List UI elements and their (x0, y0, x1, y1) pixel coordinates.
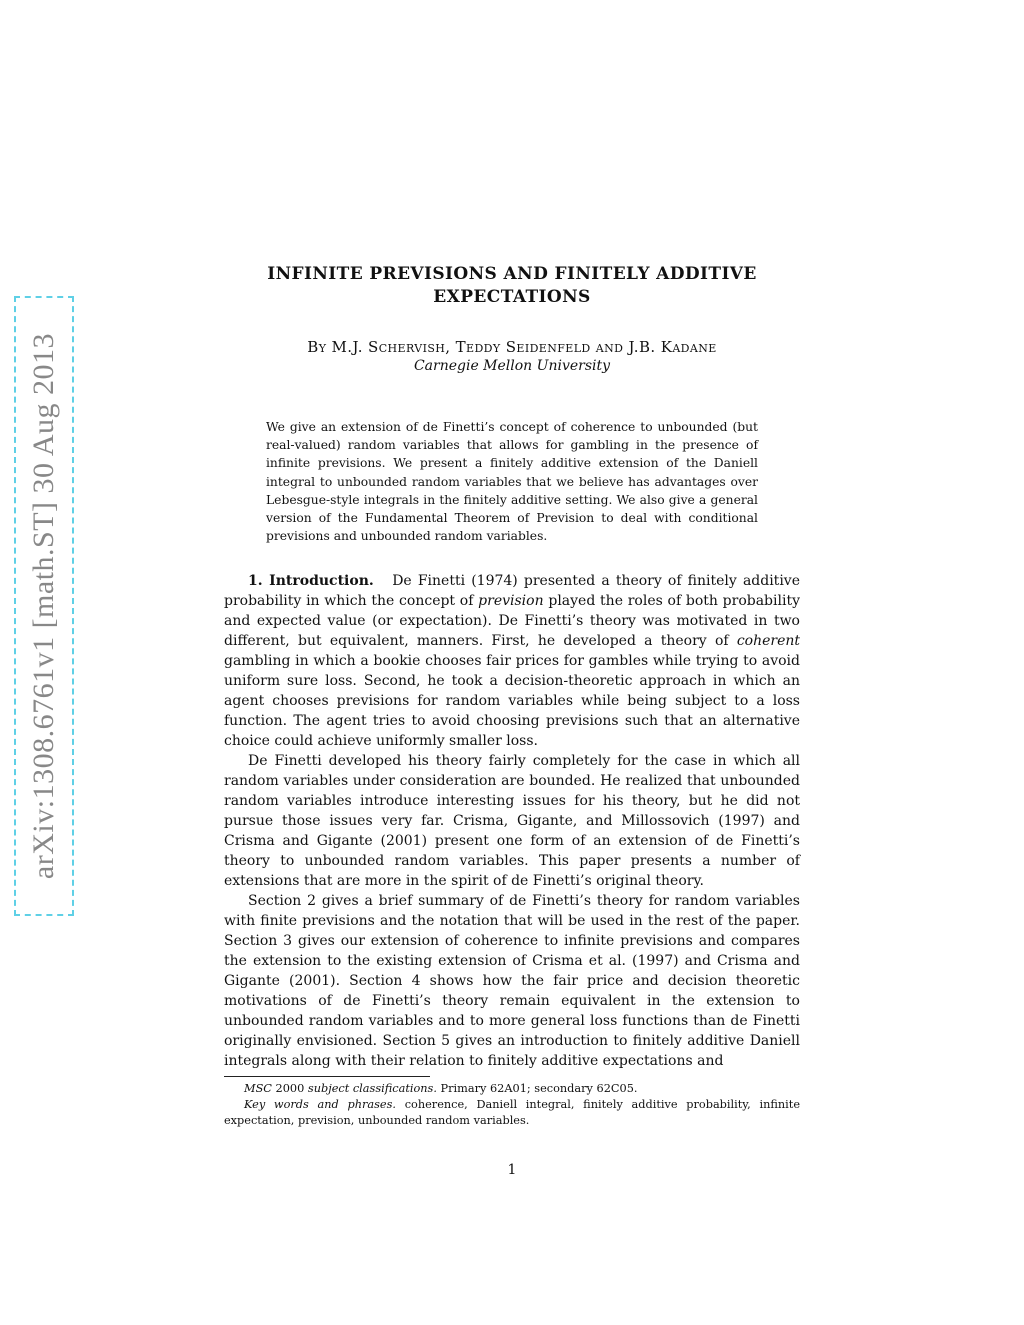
msc-text: Primary 62A01; secondary 62C05. (440, 1082, 638, 1095)
p1-emphasis-prevision: prevision (478, 593, 544, 609)
paper-title (224, 263, 800, 309)
msc-year: 2000 (275, 1082, 305, 1095)
keywords-label: Key words and phrases. (244, 1098, 396, 1111)
footnote-keywords (224, 1097, 800, 1129)
p1-part-c: gambling in which a bookie chooses fair prices for gambles while trying to avoid uniform sure loss. Second, he took a decision-theoretic approach in which an agent chooses previsions for random variables while being subject to a loss function. The agent tries to avoid choosing previsions such that an alternative choice could achieve uniformly smaller loss. (224, 653, 800, 749)
paragraph-3: Section 2 gives a brief summary of de Finetti’s theory for random variables with finite previsions and the notation that will be used in the rest of the paper. Section 3 gives our extension of coherence to infinite previsions and compares the extension to the existing extension of Crisma et al. (1997) and Crisma and Gigante (2001). Section 4 shows how the fair price and decision theoretic motivations of de Finetti’s theory remain equivalent in the extension to unbounded random variables and to more general loss functions than de Finetti originally envisioned. Section 5 gives an introduction to finitely additive Daniell integrals along with their relation to finitely additive expectations and (224, 893, 800, 1069)
authors: By M.J. Schervish, Teddy Seidenfeld and J.B. Kadane (307, 338, 717, 356)
title-line-2: EXPECTATIONS (433, 287, 591, 307)
footnote-msc (224, 1081, 800, 1097)
arxiv-id: arXiv:1308.6761v1 [math.ST] 30 Aug 2013 (27, 332, 60, 880)
arxiv-stamp (14, 296, 74, 916)
msc-label: MSC (244, 1082, 272, 1095)
p1-part-a: De Finetti (1974) presented a theory of finitely additive probability in which the concept of (224, 573, 800, 609)
section-heading: 1. Introduction. (248, 573, 374, 589)
p1-emphasis-coherent: coherent (736, 633, 801, 649)
page-number: 1 (507, 1162, 517, 1178)
abstract: We give an extension of de Finetti’s concept of coherence to unbounded (but real-valued) random variables that allows for gambling in the presence of infinite previsions. We present a finitely additive extension of the Daniell integral to unbounded random variables that we believe has advantages over Lebesgue-style integrals in the finitely additive setting. We also give a general version of the Fundamental Theorem of Prevision to deal with conditional previsions and unbounded random variables. (266, 420, 758, 544)
paragraph-1 (224, 571, 800, 751)
section-introduction (224, 571, 800, 1071)
paragraph-2: De Finetti developed his theory fairly completely for the case in which all random variables under consideration are bounded. He realized that unbounded random variables introduce interesting issues for his theory, but he did not pursue those issues very far. Crisma, Gigante, and Millossovich (1997) and Crisma and Gigante (2001) present one form of an extension of de Finetti’s theory to unbounded random variables. This paper presents a number of extensions that are more in the spirit of de Finetti’s original theory. (224, 753, 800, 889)
p1-part-b: played the roles of both probability and expected value (or expectation). De Finetti’s theory was motivated in two different, but equivalent, manners. First, he developed a theory of (224, 593, 800, 649)
title-line-1: INFINITE PREVISIONS AND FINITELY ADDITIVE (267, 264, 757, 284)
keywords-text: coherence, Daniell integral, finitely additive probability, infinite expectation, prevision, unbounded random variables. (224, 1098, 801, 1127)
footnote-rule (224, 1076, 430, 1077)
affiliation: Carnegie Mellon University (413, 358, 611, 374)
msc-subject: subject classifications. (307, 1082, 437, 1095)
footnotes (224, 1081, 800, 1129)
